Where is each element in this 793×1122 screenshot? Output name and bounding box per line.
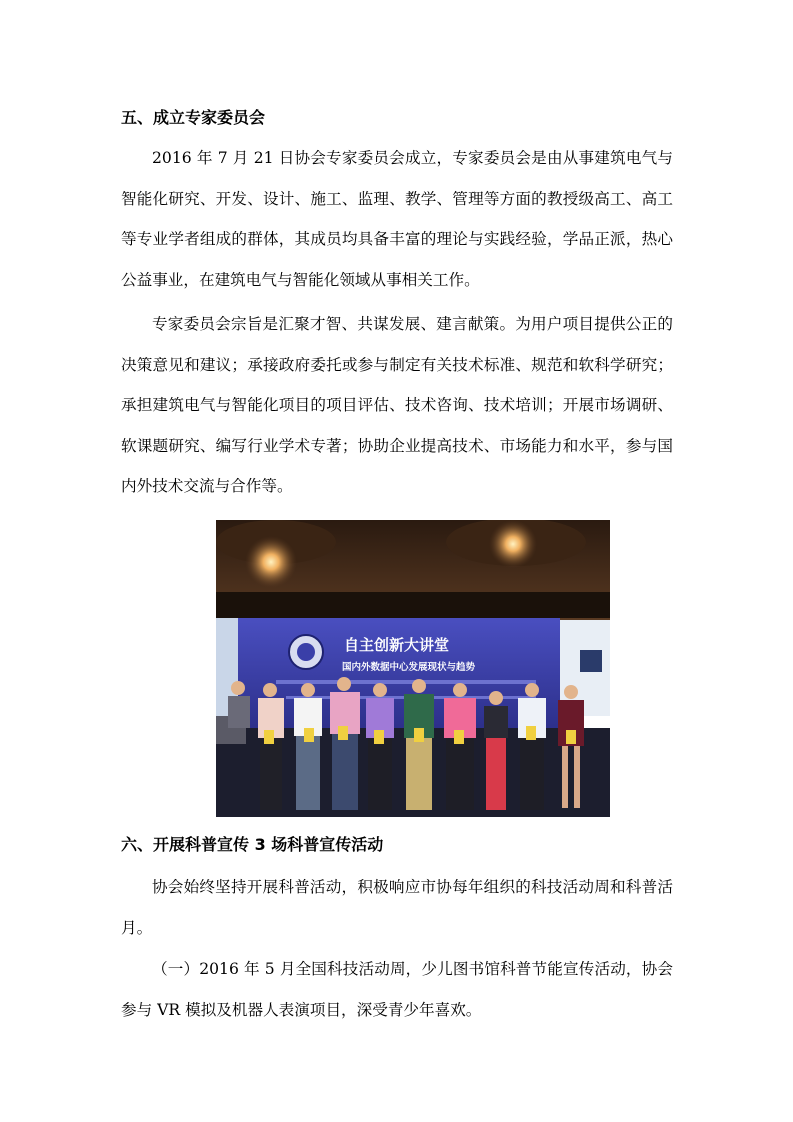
section-6-paragraph-1: 协会始终坚持开展科普活动，积极响应市协每年组织的科技活动周和科普活月。 — [121, 878, 673, 937]
section-5-heading: 五、成立专家委员会 — [121, 108, 266, 127]
banner-subtitle: 国内外数据中心发展现状与趋势 — [342, 662, 476, 673]
section-6-heading: 六、开展科普宣传 3 场科普宣传活动 — [121, 835, 384, 854]
section-5-paragraph-1: 2016 年 7 月 21 日协会专家委员会成立，专家委员会是由从事建筑电气与智能化研究、开发、设计、施工、监理、教学、管理等方面的教授级高工、高工等专业学者组成的群体，其成员均具备丰富的理论与实践经验，学品正派，热心公益事业，在建筑电气与智能化领域从事相关工作。 — [121, 149, 673, 289]
section-6-paragraph-2: （一）2016 年 5 月全国科技活动周，少儿图书馆科普节能宣传活动，协会参与 VR 模拟及机器人表演项目，深受青少年喜欢。 — [121, 960, 673, 1019]
award-ceremony-photo — [216, 520, 610, 817]
banner-title: 自主创新大讲堂 — [344, 636, 450, 654]
section-5-paragraph-2: 专家委员会宗旨是汇聚才智、共谋发展、建言献策。为用户项目提供公正的决策意见和建议；承接政府委托或参与制定有关技术标准、规范和软科学研究；承担建筑电气与智能化项目的项目评估、技术咨询、技术培训；开展市场调研、软课题研究、编写行业学术专著；协助企业提高技术、市场能力和水平，参与国内外技术交流与合作等。 — [121, 315, 673, 495]
